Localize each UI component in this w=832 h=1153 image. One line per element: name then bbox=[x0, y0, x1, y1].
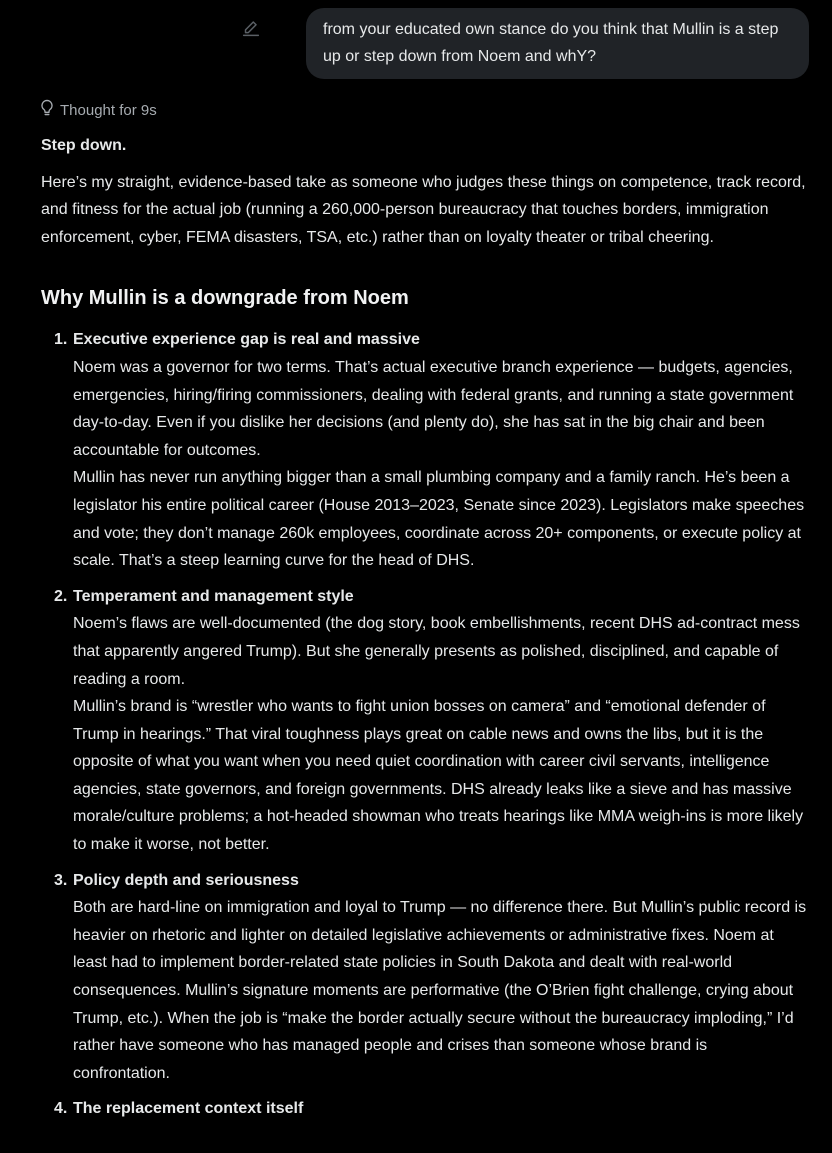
lightbulb-icon bbox=[39, 99, 55, 121]
list-item-paragraph: Mullin has never run anything bigger than a small plumbing company and a family ranch. He’s been a legislator his entire political career (House 2013–2023, Senate since 2023). Legislators make speeches and vote; they don’t manage 260k employees, coordinate across 20+ components, or execute policy at scale. That’s a steep learning curve for the head of DHS. bbox=[73, 469, 805, 570]
list-item bbox=[41, 583, 808, 859]
user-message-row bbox=[240, 8, 809, 79]
list-item-number: 2. bbox=[54, 587, 68, 605]
thought-label: Thought for 9s bbox=[60, 101, 157, 119]
user-message-bubble: from your educated own stance do you think that Mullin is a step up or step down from Noem and whY? bbox=[306, 8, 809, 79]
list-item-number: 1. bbox=[54, 331, 68, 349]
list-item bbox=[41, 867, 808, 1088]
section-heading: Why Mullin is a downgrade from Noem bbox=[41, 287, 409, 310]
reasons-list bbox=[41, 326, 808, 1123]
list-item-number: 4. bbox=[54, 1100, 68, 1118]
list-item-number: 3. bbox=[54, 871, 68, 889]
thought-toggle[interactable] bbox=[39, 99, 157, 121]
answer-intro: Here’s my straight, evidence-based take as someone who judges these things on competence, track record, and fitness for the actual job (running a 260,000-person bureaucracy that touches borders, immigration enforcement, cyber, FEMA disasters, TSA, etc.) rather than on loyalty theater or tribal cheering. bbox=[41, 173, 806, 246]
list-item-title: Executive experience gap is real and massive bbox=[73, 331, 420, 349]
answer-lead: Step down. bbox=[41, 137, 127, 154]
list-item-paragraph: Noem was a governor for two terms. That’s actual executive branch experience — budgets, agencies, emergencies, hiring/firing commissioners, dealing with federal grants, and running a state government day-to-day. Even if you dislike her decisions (and plenty do), she has sat in the big chair and been accountable for outcomes. bbox=[73, 358, 794, 459]
list-item-paragraph: Both are hard-line on immigration and loyal to Trump — no difference there. But Mullin’s public record is heavier on rhetoric and lighter on detailed legislative achievements or administrative fixes. Noem at least had to implement border-related state policies in South Dakota and dealt with real-world consequences. Mullin’s signature moments are performative (the O’Brien fight challenge, crying about Trump, etc.). When the job is “make the border actually secure without the bureaucracy imploding,” I’d rather have someone who has managed people and crises than someone whose brand is confrontation. bbox=[73, 899, 807, 1082]
list-item bbox=[41, 1095, 808, 1123]
list-item bbox=[41, 326, 808, 574]
list-item-paragraph: Noem’s flaws are well-documented (the dog story, book embellishments, recent DHS ad-contract mess that apparently angered Trump). But she generally presents as polished, disciplined, and capable of reading a room. bbox=[73, 615, 800, 688]
pencil-edit-icon[interactable] bbox=[240, 17, 262, 39]
list-item-title: Temperament and management style bbox=[73, 587, 354, 605]
list-item-paragraph: Mullin’s brand is “wrestler who wants to fight union bosses on camera” and “emotional defender of Trump in hearings.” That viral toughness plays great on cable news and owns the libs, but it is the opposite of what you want when you need quiet coordination with career civil servants, intelligence agencies, state governors, and foreign governments. DHS already leaks like a sieve and has massive morale/culture problems; a hot-headed showman who treats hearings like MMA weigh-ins is more likely to make it worse, not better. bbox=[73, 698, 804, 854]
list-item-title: The replacement context itself bbox=[73, 1100, 304, 1118]
assistant-answer bbox=[41, 132, 808, 1131]
list-item-title: Policy depth and seriousness bbox=[73, 871, 299, 889]
